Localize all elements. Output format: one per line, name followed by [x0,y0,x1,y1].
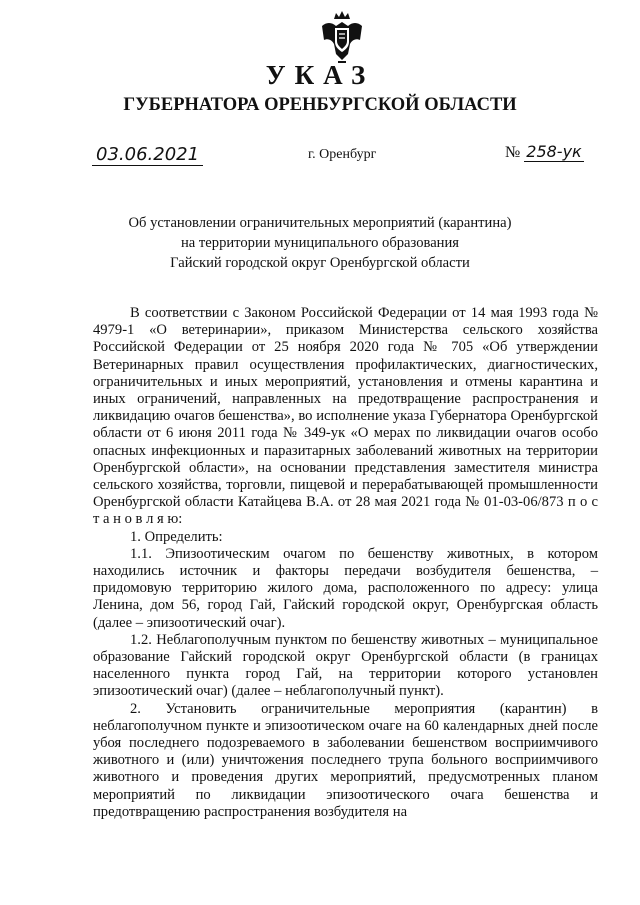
number-prefix: № [505,144,521,161]
document-number [505,141,584,164]
preamble-paragraph: В соответствии с Законом Российской Федерации от 14 мая 1993 года № 4979-1 «О ветеринарии», приказом Министерства сельского хозяйства Российской Федерации от 25 ноября 2020 года № 705 «Об утверждении Ветеринарных правил осуществления профилактических, диагностических, ограничительных и иных мероприятий, установления и отмены карантина и иных ограничений, направленных на предотвращение распространения и ликвидацию очагов бешенства», во исполнение указа Губернатора Оренбургской области от 6 июня 2011 года № 349-ук «О мерах по ликвидации очагов особо опасных инфекционных и паразитарных заболеваний животных на территории Оренбургской области», на основании представления заместителя министра сельского хозяйства, торговли, пищевой и перерабатывающей промышленности Оренбургской области Катайцева В.А. от 28 мая 2021 года № 01-03-06/873 п о с т а н о в л я ю: [93,305,598,528]
clause-1: 1. Определить: [130,528,223,545]
document-city: г. Оренбург [308,147,377,162]
clause-1-2: 1.2. Неблагополучным пунктом по бешенству животных – муниципальное образование Гайский городской округ Оренбургской области (в границах населенного пункта город Гай, на территории которого установлен эпизоотический очаг) (далее – неблагополучный пункт). [93,631,598,700]
clause-1-1: 1.1. Эпизоотическим очагом по бешенству животных, в котором находились источник и факторы передачи возбудителя бешенства, – придомовую территорию жилого дома, расположенного по адресу: улица Ленина, дом 56, город Гай, Гайский городской округ, Оренбургская область (далее – эпизоотический очаг). [93,545,598,631]
number-value: 258-ук [526,142,582,161]
heading-line: Гайский городской округ Оренбургской области [170,255,470,271]
document-body [93,305,598,821]
document-subtitle: ГУБЕРНАТОРА ОРЕНБУРГСКОЙ ОБЛАСТИ [123,95,517,115]
document-title: УКАЗ [265,60,375,90]
heading-line: на территории муниципального образования [180,235,460,251]
heading-line: Об установлении ограничительных мероприятий (карантина) [128,215,512,231]
document-date: 03.06.2021 [92,145,203,166]
clause-2: 2. Установить ограничительные мероприятия (карантин) в неблагополучном пункте и эпизоотическом очаге на 60 календарных дней после убоя последнего подозреваемого в заболевании бешенством восприимчивого животного и (или) уничтожения последнего трупа больного восприимчивого животного и проведения других мероприятий, предусмотренных планом мероприятий по ликвидации эпизоотического очага бешенства и предотвращению распространения возбудителя на [93,700,598,820]
document-heading [0,213,640,273]
coat-of-arms-icon [318,10,366,66]
